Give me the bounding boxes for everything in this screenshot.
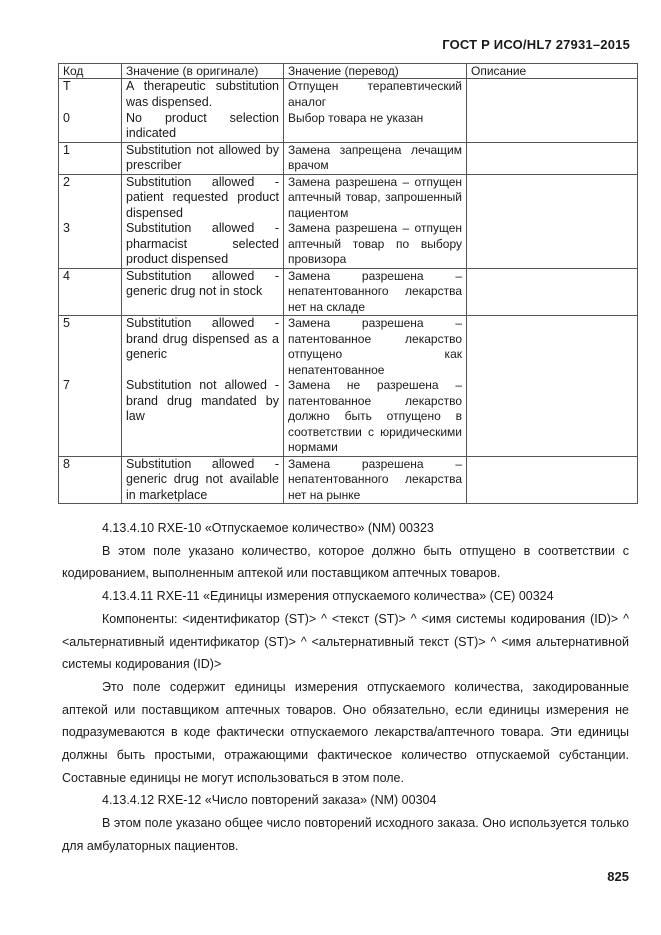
- original-value-cell: Substitution allowed - patient requested product dispensed: [122, 174, 284, 221]
- original-value-cell: Substitution allowed - generic drug not available in marketplace: [122, 456, 284, 504]
- table-row: [59, 268, 638, 316]
- section-heading-rxe10: 4.13.4.10 RXE-10 «Отпускаемое количество» (NM) 00323: [102, 521, 434, 535]
- translation-cell: Выбор товара не указан: [284, 111, 467, 143]
- document-body: [62, 517, 629, 858]
- code-cell: 8: [59, 456, 122, 504]
- table-row: [59, 111, 638, 143]
- code-cell: 5: [59, 316, 122, 379]
- section-text-rxe10: В этом поле указано количество, которое должно быть отпущено в соответствии с кодированием, выполненным аптекой или поставщиком аптечных товаров.: [62, 543, 629, 581]
- section-text-rxe12: В этом поле указано общее число повторений исходного заказа. Оно используется только для амбулаторных пациентов.: [62, 816, 629, 853]
- description-cell: [467, 268, 638, 316]
- section-text-rxe11: Это поле содержит единицы измерения отпускаемого количества, закодированные аптекой или поставщиком аптечных товаров. Оно обязательно, если единицы измерения не подразумеваются в коде фактически отпускаемого лекарства/аптечного товара. Эти единицы должны быть простыми, отражающими фактическое количество отпускаемой субстанции. Составные единицы не могут использоваться в этом поле.: [62, 679, 629, 785]
- table-header-row: [59, 64, 638, 79]
- code-cell: T: [59, 79, 122, 111]
- components-text-rxe11: Компоненты: <идентификатор (ST)> ^ <текст (ST)> ^ <имя системы кодирования (ID)> ^ <альтернативный идентификатор (ST)> ^ <альтернативный текст (ST)> ^ <имя альтернативной системы кодирования (ID)>: [62, 611, 629, 672]
- translation-cell: Замена разрешена – патентованное лекарство отпущено как непатентованное: [284, 316, 467, 379]
- original-value-cell: Substitution allowed - pharmacist selected product dispensed: [122, 221, 284, 268]
- description-cell: [467, 79, 638, 111]
- translation-cell: Замена разрешена – отпущен аптечный товар по выбору провизора: [284, 221, 467, 268]
- table-row: [59, 316, 638, 379]
- code-cell: 7: [59, 378, 122, 456]
- table-row: [59, 174, 638, 221]
- description-cell: [467, 316, 638, 379]
- code-cell: 0: [59, 111, 122, 143]
- code-cell: 3: [59, 221, 122, 268]
- translation-cell: Замена не разрешена – патентованное лекарство должно быть отпущено в соответствии с юридическими нормами: [284, 378, 467, 456]
- description-cell: [467, 378, 638, 456]
- column-header-description: Описание: [467, 64, 638, 79]
- table-row: [59, 79, 638, 111]
- table-row: [59, 221, 638, 268]
- substitution-codes-table: [58, 63, 638, 504]
- column-header-code: Код: [59, 64, 122, 79]
- column-header-translation: Значение (перевод): [284, 64, 467, 79]
- section-heading-rxe12: 4.13.4.12 RXE-12 «Число повторений заказа» (NM) 00304: [102, 793, 437, 808]
- translation-cell: Замена разрешена – непатентованного лекарства нет на складе: [284, 268, 467, 316]
- translation-cell: Замена разрешена – отпущен аптечный товар, запрошенный пациентом: [284, 174, 467, 221]
- description-cell: [467, 111, 638, 143]
- code-cell: 4: [59, 268, 122, 316]
- original-value-cell: Substitution not allowed by prescriber: [122, 142, 284, 174]
- original-value-cell: Substitution allowed - generic drug not in stock: [122, 268, 284, 316]
- column-header-original: Значение (в оригинале): [122, 64, 284, 79]
- translation-cell: Замена запрещена лечащим врачом: [284, 142, 467, 174]
- code-cell: 1: [59, 142, 122, 174]
- description-cell: [467, 174, 638, 221]
- code-cell: 2: [59, 174, 122, 221]
- translation-cell: Замена разрешена – непатентованного лекарства нет на рынке: [284, 456, 467, 504]
- table-row: [59, 378, 638, 456]
- table-row: [59, 456, 638, 504]
- original-value-cell: No product selection indicated: [122, 111, 284, 143]
- description-cell: [467, 221, 638, 268]
- original-value-cell: A therapeutic substitution was dispensed.: [122, 79, 284, 111]
- translation-cell: Отпущен терапевтический аналог: [284, 79, 467, 111]
- description-cell: [467, 142, 638, 174]
- page-number: 825: [607, 869, 629, 884]
- section-heading-rxe11: 4.13.4.11 RXE-11 «Единицы измерения отпускаемого количества» (CE) 00324: [102, 589, 554, 604]
- original-value-cell: Substitution not allowed - brand drug mandated by law: [122, 378, 284, 456]
- document-standard-header: ГОСТ Р ИСО/HL7 27931–2015: [442, 37, 630, 52]
- table-row: [59, 142, 638, 174]
- description-cell: [467, 456, 638, 504]
- original-value-cell: Substitution allowed - brand drug dispensed as a generic: [122, 316, 284, 379]
